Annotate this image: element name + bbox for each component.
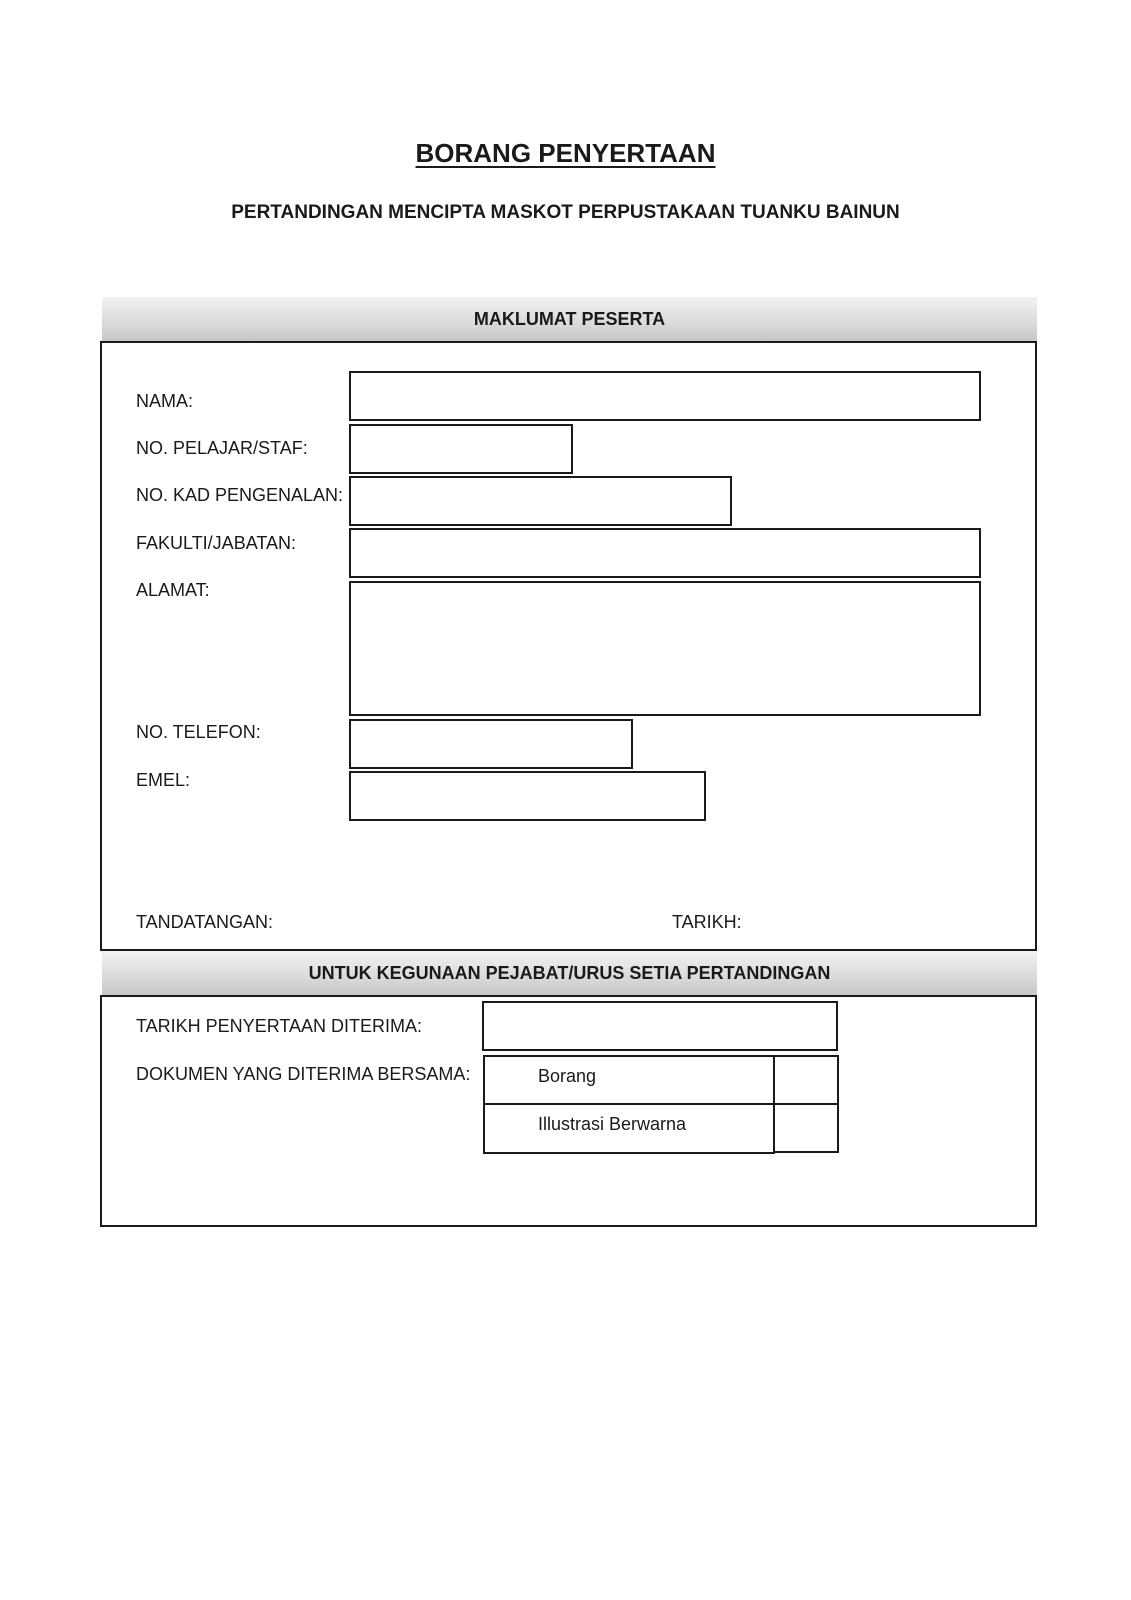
documents-label: DOKUMEN YANG DITERIMA BERSAMA: (136, 1064, 471, 1084)
email-field[interactable] (349, 771, 706, 821)
document-checkbox-borang[interactable] (773, 1055, 839, 1105)
date-label: TARIKH: (672, 912, 742, 932)
faculty-label: FAKULTI/JABATAN: (136, 533, 297, 553)
document-label-borang: Borang (538, 1066, 597, 1086)
office-use-section-header: UNTUK KEGUNAAN PEJABAT/URUS SETIA PERTANDINGAN (102, 951, 1037, 995)
phone-field[interactable] (349, 719, 633, 769)
phone-label: NO. TELEFON: (136, 722, 261, 742)
document-row-borang (483, 1055, 775, 1105)
name-field[interactable] (349, 371, 981, 421)
email-label: EMEL: (136, 770, 191, 790)
document-row-illustration (483, 1103, 775, 1154)
student-staff-no-label: NO. PELAJAR/STAF: (136, 438, 308, 458)
document-label-illustration: Illustrasi Berwarna (538, 1114, 687, 1134)
faculty-field[interactable] (349, 528, 981, 578)
signature-label: TANDATANGAN: (136, 912, 274, 932)
document-checkbox-illustration[interactable] (773, 1103, 839, 1153)
form-subtitle: PERTANDINGAN MENCIPTA MASKOT PERPUSTAKAAN TUANKU BAINUN (231, 202, 900, 223)
received-date-field[interactable] (482, 1001, 838, 1051)
address-field[interactable] (349, 581, 981, 716)
address-label: ALAMAT: (136, 580, 210, 600)
participant-section-header: MAKLUMAT PESERTA (102, 297, 1037, 341)
name-label: NAMA: (136, 391, 194, 411)
received-date-label: TARIKH PENYERTAAN DITERIMA: (136, 1016, 423, 1036)
form-title: BORANG PENYERTAAN (415, 138, 716, 168)
ic-no-label: NO. KAD PENGENALAN: (136, 485, 344, 505)
ic-no-field[interactable] (349, 476, 732, 526)
student-staff-no-field[interactable] (349, 424, 573, 474)
